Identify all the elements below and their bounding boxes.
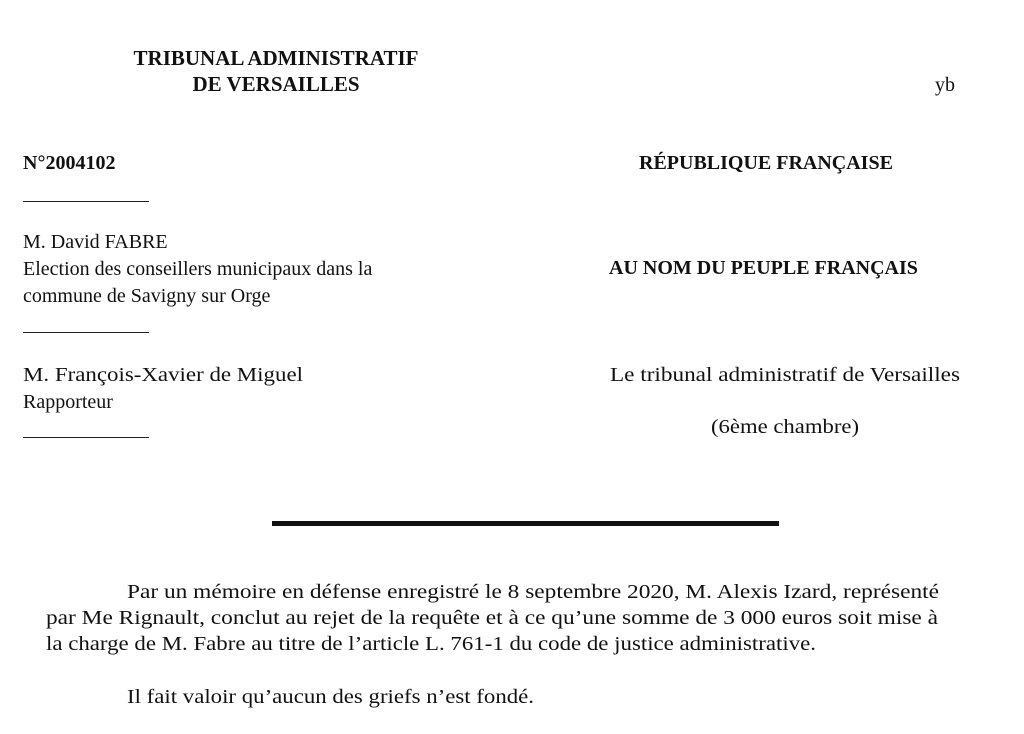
- paragraph2: Il fait valoir qu’aucun des griefs n’est fondé.: [127, 687, 534, 708]
- paragraph1-line2: par Me Rignault, conclut au rejet de la requête et à ce qu’une somme de 3 000 euros soit mise à: [46, 608, 938, 629]
- section-divider: [272, 521, 779, 526]
- republic-heading: RÉPUBLIQUE FRANÇAISE: [639, 152, 893, 174]
- paragraph1-line3: la charge de M. Fabre au titre de l’article L. 761-1 du code de justice administrative.: [46, 634, 816, 655]
- separator-rule: [23, 437, 149, 438]
- clerk-initials: yb: [935, 74, 955, 96]
- court-name-line2: DE VERSAILLES: [192, 72, 360, 96]
- people-heading: AU NOM DU PEUPLE FRANÇAIS: [609, 257, 918, 279]
- rapporteur-role: Rapporteur: [23, 391, 113, 413]
- case-subject-line1: Election des conseillers municipaux dans la: [23, 258, 373, 280]
- party-name: M. David FABRE: [23, 231, 168, 253]
- case-number: N°2004102: [23, 152, 116, 174]
- rapporteur-name: M. François-Xavier de Miguel: [23, 364, 303, 386]
- court-name-line1: TRIBUNAL ADMINISTRATIF: [133, 46, 419, 70]
- tribunal-name: Le tribunal administratif de Versailles: [610, 364, 960, 386]
- separator-rule: [23, 201, 149, 202]
- chamber: (6ème chambre): [711, 416, 859, 438]
- case-subject-line2: commune de Savigny sur Orge: [23, 285, 271, 307]
- separator-rule: [23, 332, 149, 333]
- paragraph1-line1: Par un mémoire en défense enregistré le 8 septembre 2020, M. Alexis Izard, représenté: [127, 582, 939, 603]
